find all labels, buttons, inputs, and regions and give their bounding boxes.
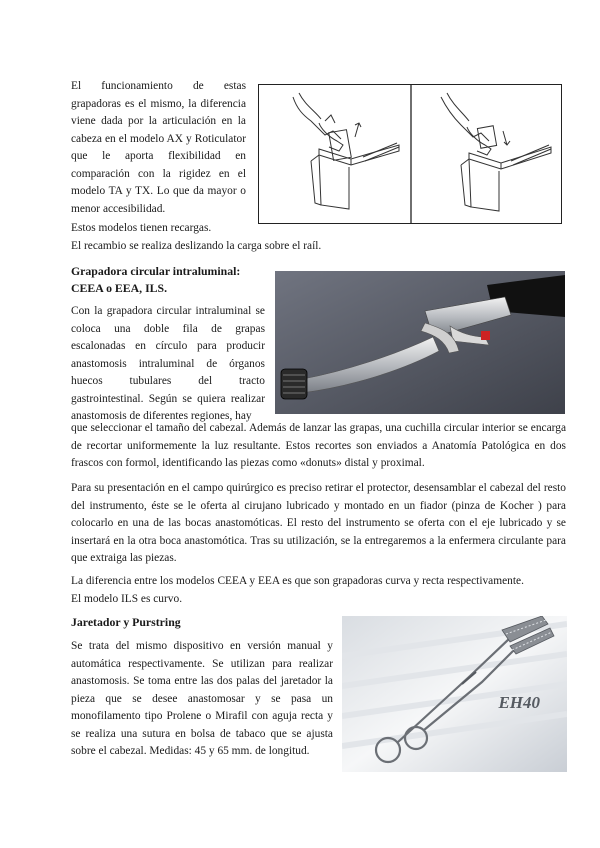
recambio-text: El recambio se realiza deslizando la carga sobre el raíl. — [71, 240, 322, 252]
cartridge-drawings — [259, 85, 561, 223]
intro-paragraph: El funcionamiento de estas grapadoras es el mismo, la diferencia viene dada por la articulación en la cabeza en el modelo AX y Roticulator que le aporta flexibilidad en comparación con la rigidez en el modelo TA y TX. Lo que da mayor o menor accesibilidad. — [71, 80, 246, 215]
circular-stapler-heading-line2: CEEA o EEA, ILS. — [71, 281, 168, 295]
purstring-photo — [342, 616, 567, 772]
purstring-paragraph: Se trata del mismo dispositivo en versión manual y automática respectivamente. Se utilizan para realizar anastomosis. Se toma entre las dos palas del jaretador la pieza que se desee anastomosar y se pasa un monofilamento tipo Prolene o Mirafil con aguja recta y se realiza una sutura en bolsa de tabaco que se ajusta sobre el cabezal. Medidas: 45 y 65 mm. de longitud. — [71, 640, 333, 757]
circular-stapler-photo — [275, 271, 565, 414]
circular-stapler-body-top: Con la grapadora circular intraluminal se coloca una doble fila de grapas escalonadas en círculo para producir anastomosis intraluminal de órganos huecos tubulares del tracto gastrointestinal. Según se quiera realizar anastomosis de diferentes regiones, hay — [71, 305, 265, 422]
difference-line2: El modelo ILS es curvo. — [71, 592, 183, 605]
difference-line1: La diferencia entre los modelos CEEA y EEA es que son grapadoras curva y recta respectivamente. — [71, 575, 524, 587]
circular-stapler-heading — [71, 263, 271, 297]
circular-stapler-drawing — [275, 271, 565, 414]
circular-stapler-heading-line1: Grapadora circular intraluminal: — [71, 264, 241, 278]
presentation-paragraph: Para su presentación en el campo quirúrgico es preciso retirar el protector, desensamblar el cabezal del resto del instrumento, éste se le oferta al cirujano lubricado y montado en un fiador (pinza de Kocher ) para colocarlo en una de las bocas anastomóticas. El resto del instrumento se oferta con el eje lubricado y se insertará en la otra boca anastomótica. Tras su utilización, se la entregaremos a la enfermera circulante para que extraiga las piezas. — [71, 482, 566, 564]
difference-paragraph — [71, 573, 571, 608]
recargas-text: Estos modelos tienen recargas. — [71, 222, 212, 234]
eh40-label: EH40 — [498, 693, 540, 712]
purstring-drawing — [342, 616, 567, 772]
circular-stapler-body-bottom: que seleccionar el tamaño del cabezal. Además de lanzar las grapas, una cuchilla circular interior se encarga de recortar uniformemente la luz resultante. Estos recortes son enviados a Anatomía Patológica en dos frascos con formol, identificando las piezas como «donuts» distal y proximal. — [71, 422, 566, 469]
purstring-heading: Jaretador y Purstring — [71, 615, 181, 629]
cartridge-illustration — [258, 84, 562, 224]
